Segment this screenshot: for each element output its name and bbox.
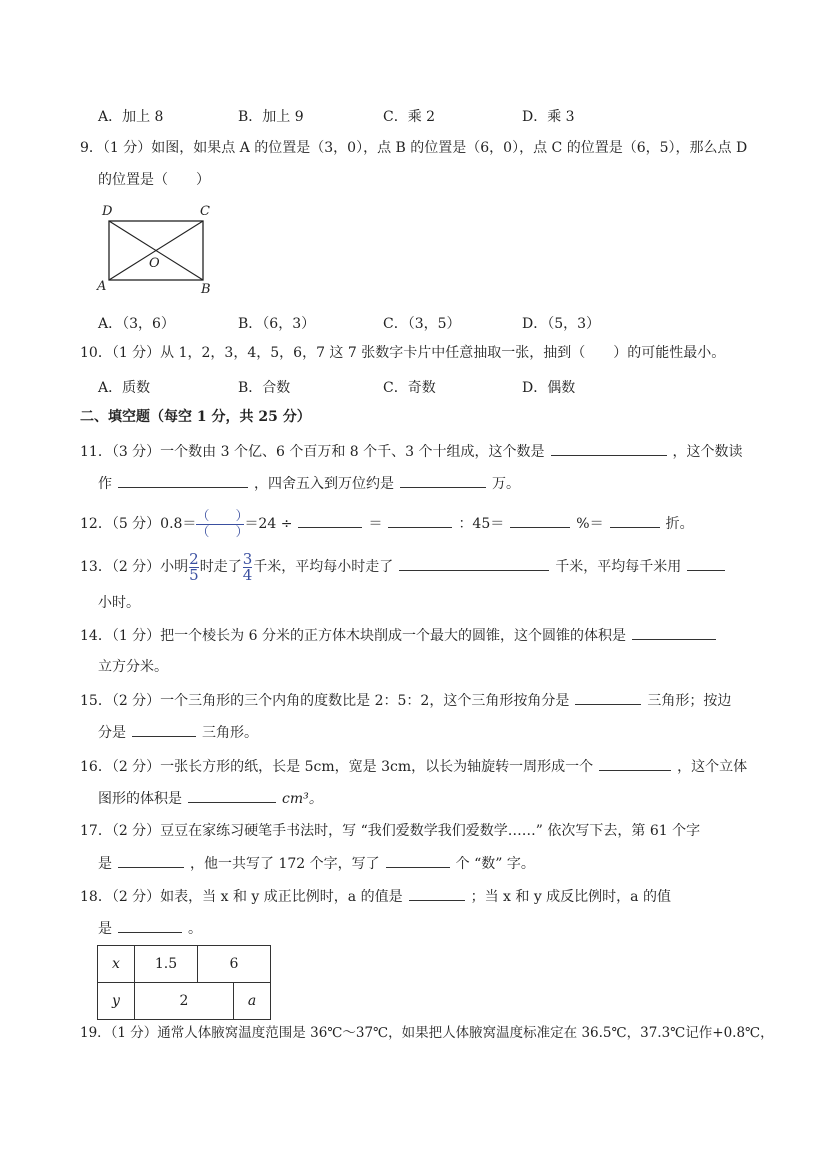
q18-blank-inverse[interactable] — [118, 918, 182, 933]
q16-line1 — [80, 756, 747, 777]
q11-line2 — [98, 473, 520, 494]
q12-text-f: 折。 — [665, 516, 694, 532]
q13-text-c: 千米，平均每小时走了 — [253, 559, 394, 575]
q11-text-b: ，这个数读 — [672, 444, 743, 460]
q13-fraction-distance-numerator: 3 — [242, 549, 253, 568]
q13-text-b: 时走了 — [199, 559, 242, 575]
q12-text-d: ：45＝ — [458, 516, 505, 532]
q10-option-d: D．偶数 — [522, 380, 576, 396]
q18-text-b: ；当 x 和 y 成反比例时，a 的值 — [470, 889, 671, 905]
q14-text-a: 14．（1 分）把一个棱长为 6 分米的正方体木块削成一个最大的圆锥，这个圆锥的体积是 — [80, 628, 626, 644]
q9-option-d: D．（5，3） — [522, 316, 601, 332]
q12-text-e: %＝ — [576, 516, 604, 532]
q11-blank-reading[interactable] — [118, 473, 248, 488]
q18-table-y2-text: a — [247, 993, 257, 1009]
q13-text-e: 小时。 — [98, 595, 140, 611]
q17-line1: 17．（2 分）豆豆在家练习硬笔手书法时，写 “我们爱数学我们爱数学……” 依次写下去，第 61 个字 — [80, 823, 701, 839]
q16-text-c: 图形的体积是 — [98, 791, 182, 807]
q13-line1 — [80, 550, 731, 584]
q13-blank-speed[interactable] — [399, 556, 549, 571]
q17-line2 — [98, 853, 535, 874]
q18-table-x-label-text: x — [112, 956, 120, 972]
q12-fraction-blank[interactable] — [196, 508, 249, 540]
q15-text-a: 15．（2 分）一个三角形的三个内角的度数比是 2：5：2，这个三角形按角分是 — [80, 693, 570, 709]
q18-table-y2 — [234, 983, 271, 1020]
q10-option-b: B．合数 — [238, 380, 291, 396]
rectangle-figure — [94, 200, 224, 300]
q12-blank-ratio[interactable] — [388, 513, 452, 528]
section-heading-fill-in: 二、填空题（每空 1 分，共 25 分） — [80, 409, 311, 425]
q18-table-y1: 2 — [135, 983, 234, 1020]
q12-blank-discount[interactable] — [610, 513, 660, 528]
q15-text-c: 分是 — [98, 725, 126, 741]
q13-fraction-time-numerator: 2 — [189, 549, 199, 568]
label-a: A — [97, 279, 107, 294]
q13-fraction-time-denominator: 5 — [189, 565, 199, 584]
q16-text-b: ，这个立体 — [677, 759, 748, 775]
q16-blank-solid[interactable] — [599, 756, 671, 771]
q13-fraction-time — [189, 549, 199, 584]
q14-line1 — [80, 625, 722, 646]
q18-blank-proportional[interactable] — [409, 886, 465, 901]
label-d: D — [102, 204, 113, 219]
q13-text-d: 千米，平均每千米用 — [555, 559, 682, 575]
q11-text-c: 作 — [98, 476, 112, 492]
q10-option-c: C．奇数 — [383, 380, 436, 396]
q16-text-a: 16．（2 分）一张长方形的纸，长是 5cm，宽是 3cm，以长为轴旋转一周形成一个 — [80, 759, 594, 775]
q12-line — [80, 507, 694, 541]
q17-text-d: 个 “数” 字。 — [455, 856, 535, 872]
q12-text-c: ＝ — [368, 516, 383, 532]
q14-blank-volume[interactable] — [632, 625, 716, 640]
q16-line2 — [98, 788, 323, 809]
q18-table-x-label — [98, 946, 135, 983]
q12-fraction-numerator: （ ） — [196, 508, 249, 524]
q9-stem-line2: 的位置是（ ） — [98, 172, 210, 188]
q10-stem: 10．（1 分）从 1，2，3，4，5，6，7 这 7 张数字卡片中任意抽取一张，抽到（ ）的可能性最小。 — [80, 345, 726, 361]
q12-text-a: 12．（5 分）0.8＝ — [80, 516, 197, 532]
q18-text-d: 。 — [188, 921, 202, 937]
q11-line1 — [80, 441, 743, 462]
q18-text-c: 是 — [98, 921, 112, 937]
q12-blank-divisor[interactable] — [298, 513, 362, 528]
q12-blank-percent[interactable] — [510, 513, 570, 528]
q17-blank-count[interactable] — [386, 853, 450, 868]
q11-blank-rounded[interactable] — [400, 473, 486, 488]
q8-option-d: D．乘 3 — [522, 109, 575, 125]
q12-fraction-denominator: （ ） — [196, 524, 249, 540]
q18-text-a: 18．（2 分）如表，当 x 和 y 成正比例时，a 的值是 — [80, 889, 403, 905]
q16-blank-volume[interactable] — [188, 788, 276, 803]
label-c: C — [200, 204, 210, 219]
q8-option-a: A．加上 8 — [98, 109, 164, 125]
q19-line1: 19．（1 分）通常人体腋窝温度范围是 36℃～37℃，如果把人体腋窝温度标准定在 36.5℃，37.3℃记作+0.8℃， — [80, 1025, 774, 1041]
q13-text-a: 13．（2 分）小明 — [80, 559, 189, 575]
q18-table-x1: 1.5 — [135, 946, 198, 983]
q9-option-b: B．（6，3） — [238, 316, 316, 332]
q15-blank-side-type[interactable] — [132, 722, 196, 737]
q9-stem-line1: 9．（1 分）如图，如果点 A 的位置是（3，0），点 B 的位置是（6，0），点 C 的位置是（6，5），那么点 D — [80, 140, 748, 156]
q13-fraction-distance — [242, 549, 253, 584]
q18-line1 — [80, 886, 671, 907]
q15-text-d: 三角形。 — [202, 725, 258, 741]
q18-line2 — [98, 918, 202, 939]
q8-option-b: B．加上 9 — [238, 109, 304, 125]
q18-table-y-label — [98, 983, 135, 1020]
q11-text-e: 万。 — [492, 476, 520, 492]
q12-text-b: ＝24 ÷ — [244, 516, 293, 532]
q14-text-b: 立方分米。 — [98, 659, 168, 675]
q18-table-y-label-text: y — [112, 993, 120, 1009]
label-b: B — [201, 282, 211, 297]
q11-text-a: 11．（3 分）一个数由 3 个亿、6 个百万和 8 个千、3 个十组成，这个数是 — [80, 444, 545, 460]
label-o: O — [149, 256, 160, 271]
q17-blank-61st-char[interactable] — [118, 853, 184, 868]
q15-text-b: 三角形；按边 — [647, 693, 732, 709]
q15-line1 — [80, 690, 731, 711]
q9-option-a: A．（3，6） — [98, 316, 175, 332]
q11-text-d: ，四舍五入到万位约是 — [254, 476, 394, 492]
q15-blank-angle-type[interactable] — [575, 690, 641, 705]
q11-blank-number[interactable] — [551, 441, 667, 456]
q15-line2 — [98, 722, 258, 743]
q18-table-x2: 6 — [198, 946, 271, 983]
q9-option-c: C．（3，5） — [383, 316, 461, 332]
q18-table — [97, 945, 271, 1020]
q16-text-d: cm³。 — [282, 791, 323, 807]
q17-text-b: 是 — [98, 856, 112, 872]
q8-option-c: C．乘 2 — [383, 109, 436, 125]
q17-text-c: ，他一共写了 172 个字，写了 — [190, 856, 380, 872]
q13-fraction-distance-denominator: 4 — [242, 565, 253, 584]
q13-blank-time-per-km[interactable] — [687, 556, 725, 571]
q10-option-a: A．质数 — [98, 380, 151, 396]
